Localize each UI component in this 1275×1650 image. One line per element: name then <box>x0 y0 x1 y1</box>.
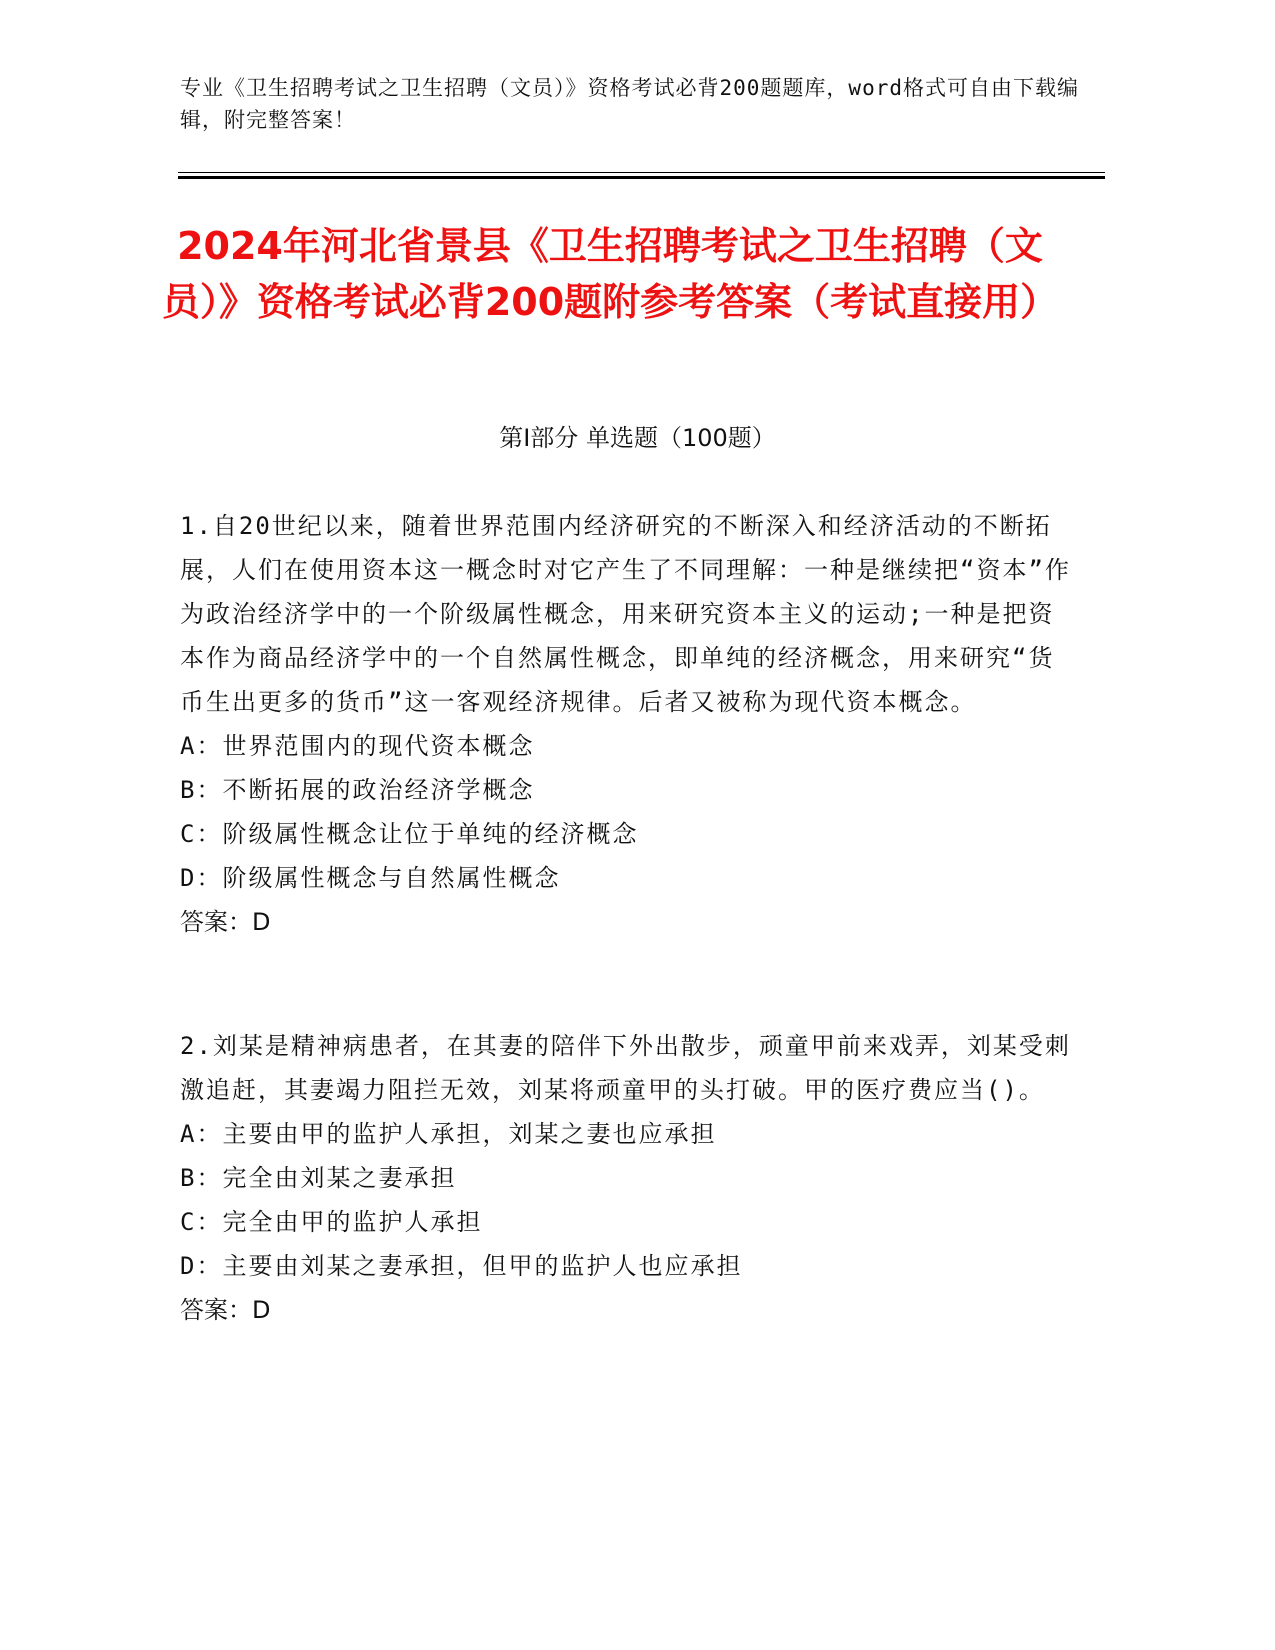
question-1 <box>180 504 1080 944</box>
option-b: B：完全由刘某之妻承担 <box>180 1164 457 1192</box>
option-c: C：阶级属性概念让位于单纯的经济概念 <box>180 820 639 848</box>
option-d: D：阶级属性概念与自然属性概念 <box>180 864 561 892</box>
option-b: B：不断拓展的政治经济学概念 <box>180 776 535 804</box>
answer-line: 答案：D <box>180 1296 271 1324</box>
header-divider-thick <box>178 176 1105 179</box>
question-2 <box>180 1024 1080 1332</box>
option-c: C：完全由甲的监护人承担 <box>180 1208 483 1236</box>
header-note: 专业《卫生招聘考试之卫生招聘（文员）》资格考试必背200题题库，word格式可自由下载编辑，附完整答案！ <box>180 76 1079 132</box>
header-divider-thin <box>178 172 1105 173</box>
option-a: A：世界范围内的现代资本概念 <box>180 732 535 760</box>
document-title: 2024年河北省景县《卫生招聘考试之卫生招聘（文员）》资格考试必背200题附参考答案（考试直接用） <box>161 224 1059 324</box>
answer-line: 答案：D <box>180 908 271 936</box>
option-d: D：主要由刘某之妻承担，但甲的监护人也应承担 <box>180 1252 743 1280</box>
option-a: A：主要由甲的监护人承担，刘某之妻也应承担 <box>180 1120 717 1148</box>
question-stem: 2.刘某是精神病患者，在其妻的陪伴下外出散步，顽童甲前来戏弄，刘某受刺激追赶，其妻竭力阻拦无效，刘某将顽童甲的头打破。甲的医疗费应当()。 <box>180 1032 1071 1104</box>
question-stem: 1.自20世纪以来，随着世界范围内经济研究的不断深入和经济活动的不断拓展，人们在使用资本这一概念时对它产生了不同理解：一种是继续把“资本”作为政治经济学中的一个阶级属性概念，用来研究资本主义的运动;一种是把资本作为商品经济学中的一个自然属性概念，即单纯的经济概念，用来研究“货币生出更多的货币”这一客观经济规律。后者又被称为现代资本概念。 <box>180 512 1071 716</box>
section-title: 第Ⅰ部分 单选题（100题） <box>499 424 776 452</box>
